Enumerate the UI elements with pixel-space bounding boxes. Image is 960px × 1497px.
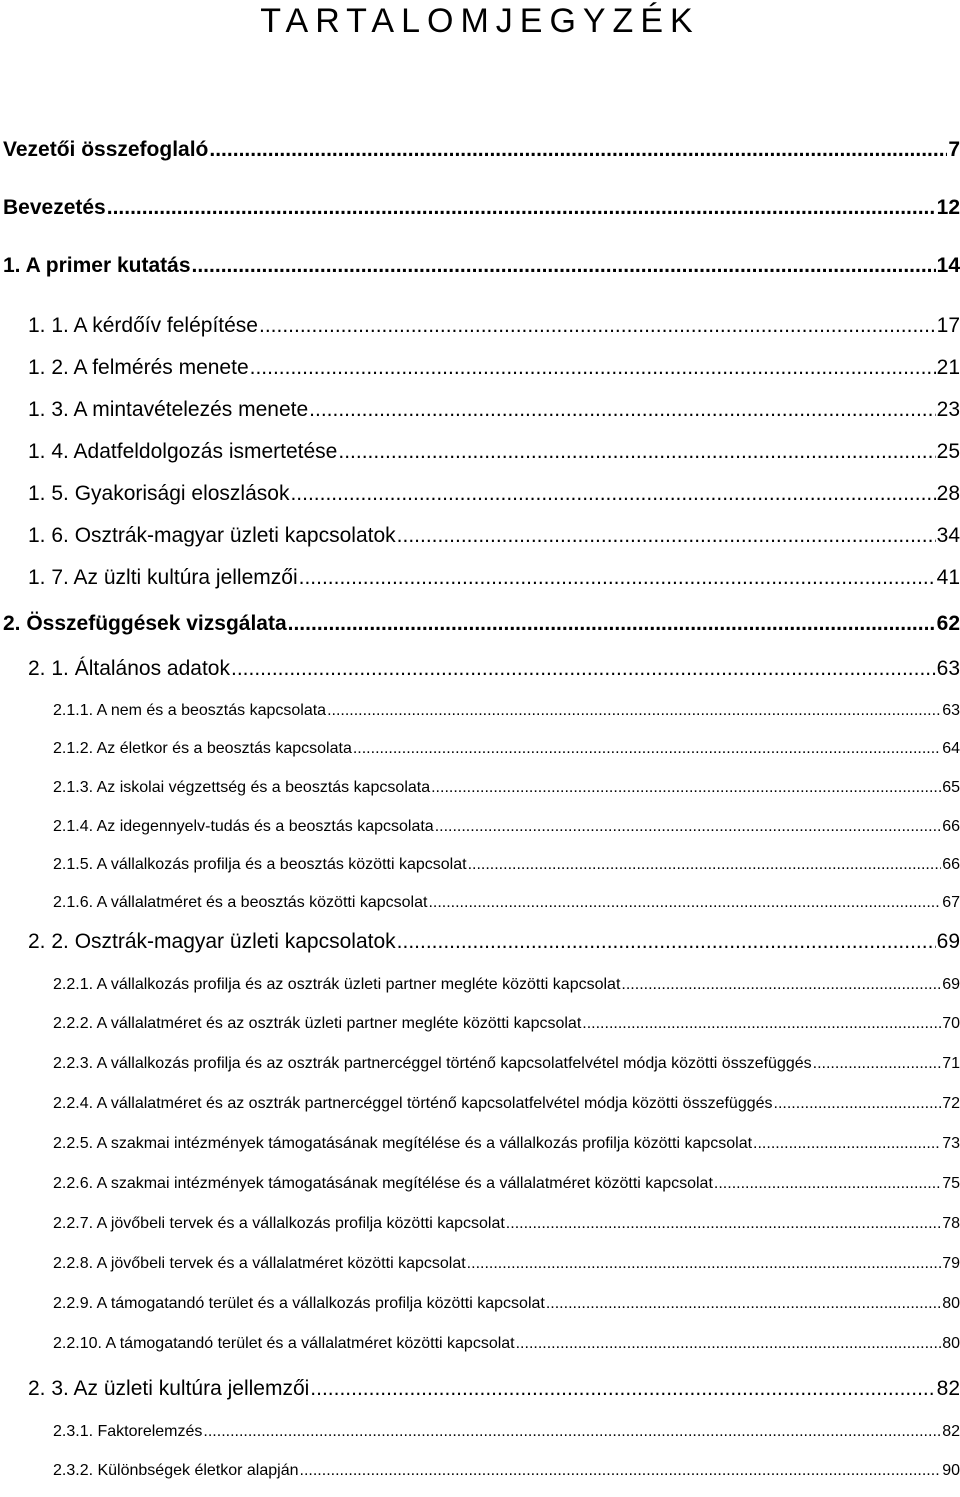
toc-entry-title: 2.2.2. A vállalatméret és az osztrák üzleti partner megléte közötti kapcsolat: [53, 1015, 582, 1032]
toc-entry-page-number: 80: [942, 1295, 960, 1312]
toc-entry-page-number: 34: [936, 524, 960, 547]
toc-entry-page-number: 82: [942, 1423, 960, 1440]
toc-entry-page-number: 70: [942, 1015, 960, 1032]
toc-entry-title: 2.2.4. A vállalatméret és az osztrák partnercéggel történő kapcsolatfelvétel módja közötti összefüggés: [53, 1095, 773, 1112]
toc-entry-title: 2.2.10. A támogatandó terület és a vállalatméret közötti kapcsolat: [53, 1335, 515, 1352]
toc-entry[interactable]: [53, 1255, 960, 1273]
toc-dot-leader: [582, 1015, 941, 1033]
toc-dot-leader: [209, 138, 947, 162]
toc-entry-title: 2.1.1. A nem és a beosztás kapcsolata: [53, 702, 327, 719]
toc-entry[interactable]: [28, 356, 960, 380]
toc-entry-page-number: 67: [942, 894, 960, 911]
toc-entry-page-number: 80: [942, 1335, 960, 1352]
toc-entry-page-number: 73: [942, 1135, 960, 1152]
toc-entry-title: 1. 4. Adatfeldolgozás ismertetése: [28, 440, 338, 463]
toc-entry-page-number: 65: [942, 779, 960, 796]
toc-entry-title: 2.3.1. Faktorelemzés: [53, 1423, 203, 1440]
toc-dot-leader: [774, 1095, 942, 1113]
toc-dot-leader: [300, 1462, 942, 1480]
toc-entry[interactable]: [53, 702, 960, 720]
toc-entry-page-number: 64: [942, 740, 960, 757]
toc-entry-page-number: 78: [942, 1215, 960, 1232]
toc-entry[interactable]: [53, 1462, 960, 1480]
toc-entry-page-number: 23: [936, 398, 960, 421]
toc-entry-page-number: 90: [942, 1462, 960, 1479]
toc-dot-leader: [231, 657, 936, 681]
toc-entry-page-number: 82: [936, 1377, 960, 1400]
toc-entry-title: Bevezetés: [3, 196, 106, 219]
toc-dot-leader: [468, 856, 942, 874]
toc-entry[interactable]: [28, 566, 960, 590]
toc-entry[interactable]: [53, 1215, 960, 1233]
toc-dot-leader: [250, 356, 936, 380]
toc-dot-leader: [397, 930, 936, 954]
toc-dot-leader: [714, 1175, 941, 1193]
toc-entry-page-number: 21: [936, 356, 960, 379]
toc-dot-leader: [428, 894, 941, 912]
toc-entry-title: 2. 1. Általános adatok: [28, 657, 230, 680]
toc-entry-title: 2.1.3. Az iskolai végzettség és a beosztás kapcsolata: [53, 779, 431, 796]
toc-dot-leader: [290, 482, 935, 506]
toc-entry-title: 2. Összefüggések vizsgálata: [3, 612, 287, 635]
toc-dot-leader: [299, 566, 936, 590]
toc-dot-leader: [546, 1295, 941, 1313]
toc-dot-leader: [753, 1135, 941, 1153]
toc-dot-leader: [435, 818, 942, 836]
toc-dot-leader: [327, 702, 941, 720]
toc-dot-leader: [516, 1335, 942, 1353]
toc-dot-leader: [338, 440, 935, 464]
toc-entry-page-number: 72: [942, 1095, 960, 1112]
toc-entry[interactable]: [28, 398, 960, 422]
toc-entry[interactable]: [3, 254, 960, 278]
toc-entry-title: 1. 2. A felmérés menete: [28, 356, 249, 379]
toc-entry[interactable]: [53, 1175, 960, 1193]
toc-entry-title: 2.2.5. A szakmai intézmények támogatásának megítélése és a vállalkozás profilja közötti kapcsolat: [53, 1135, 753, 1152]
toc-entry[interactable]: [53, 1055, 960, 1073]
toc-entry-page-number: 63: [936, 657, 960, 680]
toc-entry-title: 2.1.2. Az életkor és a beosztás kapcsolata: [53, 740, 352, 757]
toc-entry-title: 2.3.2. Különbségek életkor alapján: [53, 1462, 299, 1479]
toc-entry[interactable]: [53, 1135, 960, 1153]
toc-entry-title: 2.1.4. Az idegennyelv-tudás és a beosztás kapcsolata: [53, 818, 434, 835]
toc-dot-leader: [259, 314, 936, 338]
toc-entry-page-number: 66: [942, 818, 960, 835]
toc-entry-page-number: 17: [936, 314, 960, 337]
toc-dot-leader: [506, 1215, 941, 1233]
toc-entry[interactable]: [28, 1377, 960, 1401]
toc-dot-leader: [288, 612, 936, 636]
toc-entry-page-number: 69: [942, 976, 960, 993]
toc-entry[interactable]: [53, 1295, 960, 1313]
toc-entry[interactable]: [28, 482, 960, 506]
toc-entry[interactable]: [28, 440, 960, 464]
toc-entry[interactable]: [28, 524, 960, 548]
toc-dot-leader: [203, 1423, 941, 1441]
toc-entry-page-number: 66: [942, 856, 960, 873]
toc-entry[interactable]: [53, 779, 960, 797]
toc-entry-title: 2.2.3. A vállalkozás profilja és az osztrák partnercéggel történő kapcsolatfelvétel módja közötti összefüggés: [53, 1055, 812, 1072]
toc-entry[interactable]: [53, 1015, 960, 1033]
toc-entry-title: 2.2.1. A vállalkozás profilja és az osztrák üzleti partner megléte közötti kapcsolat: [53, 976, 621, 993]
toc-dot-leader: [192, 254, 936, 278]
toc-dot-leader: [397, 524, 936, 548]
toc-entry[interactable]: [53, 894, 960, 912]
toc-entry-title: 2.1.5. A vállalkozás profilja és a beosztás közötti kapcsolat: [53, 856, 467, 873]
toc-entry[interactable]: [53, 856, 960, 874]
toc-entry-title: 1. 6. Osztrák-magyar üzleti kapcsolatok: [28, 524, 396, 547]
toc-entry-title: 2.2.8. A jövőbeli tervek és a vállalatméret közötti kapcsolat: [53, 1255, 466, 1272]
toc-entry-title: 2.1.6. A vállalatméret és a beosztás közötti kapcsolat: [53, 894, 428, 911]
toc-dot-leader: [813, 1055, 942, 1073]
toc-dot-leader: [353, 740, 941, 758]
toc-entry[interactable]: [28, 314, 960, 338]
toc-entry-title: 2. 2. Osztrák-magyar üzleti kapcsolatok: [28, 930, 396, 953]
toc-dot-leader: [309, 398, 935, 422]
toc-entry[interactable]: [53, 1335, 960, 1353]
toc-dot-leader: [621, 976, 941, 994]
toc-entry-page-number: 71: [942, 1055, 960, 1072]
toc-entry-page-number: 14: [936, 254, 960, 277]
toc-entry-page-number: 69: [936, 930, 960, 953]
toc-entry-title: 1. 3. A mintavételezés menete: [28, 398, 309, 421]
toc-entry-title: 2.2.6. A szakmai intézmények támogatásának megítélése és a vállalatméret közötti kapcsolat: [53, 1175, 713, 1192]
toc-entry-title: 1. 1. A kérdőív felépítése: [28, 314, 258, 337]
toc-entry-page-number: 41: [936, 566, 960, 589]
toc-entry-title: 1. A primer kutatás: [3, 254, 191, 277]
toc-entry-page-number: 7: [948, 138, 960, 161]
toc-entry[interactable]: [28, 930, 960, 954]
toc-entry-page-number: 62: [936, 612, 960, 635]
toc-entry-page-number: 75: [942, 1175, 960, 1192]
toc-entry[interactable]: [53, 740, 960, 758]
toc-entry-title: 2.2.7. A jövőbeli tervek és a vállalkozás profilja közötti kapcsolat: [53, 1215, 505, 1232]
toc-entry[interactable]: [53, 1095, 960, 1113]
toc-entry-page-number: 28: [936, 482, 960, 505]
toc-entry[interactable]: [3, 612, 960, 636]
toc-entry[interactable]: [53, 818, 960, 836]
toc-entry[interactable]: [3, 196, 960, 220]
toc-entry[interactable]: [3, 138, 960, 162]
toc-entry-title: 1. 7. Az üzlti kultúra jellemzői: [28, 566, 298, 589]
toc-dot-leader: [107, 196, 936, 220]
toc-entry-title: 2.2.9. A támogatandó terület és a vállalkozás profilja közötti kapcsolat: [53, 1295, 545, 1312]
toc-entry[interactable]: [53, 1423, 960, 1441]
toc-dot-leader: [431, 779, 941, 797]
page-title: TARTALOMJEGYZÉK: [260, 2, 700, 40]
toc-entry-page-number: 12: [936, 196, 960, 219]
toc-entry[interactable]: [28, 657, 960, 681]
toc-dot-leader: [310, 1377, 935, 1401]
toc-dot-leader: [467, 1255, 942, 1273]
toc-entry-page-number: 79: [942, 1255, 960, 1272]
toc-entry-page-number: 25: [936, 440, 960, 463]
toc-entry-title: 1. 5. Gyakorisági eloszlások: [28, 482, 290, 505]
toc-entry-title: 2. 3. Az üzleti kultúra jellemzői: [28, 1377, 310, 1400]
toc-entry-page-number: 63: [942, 702, 960, 719]
toc-entry-title: Vezetői összefoglaló: [3, 138, 209, 161]
toc-entry[interactable]: [53, 976, 960, 994]
